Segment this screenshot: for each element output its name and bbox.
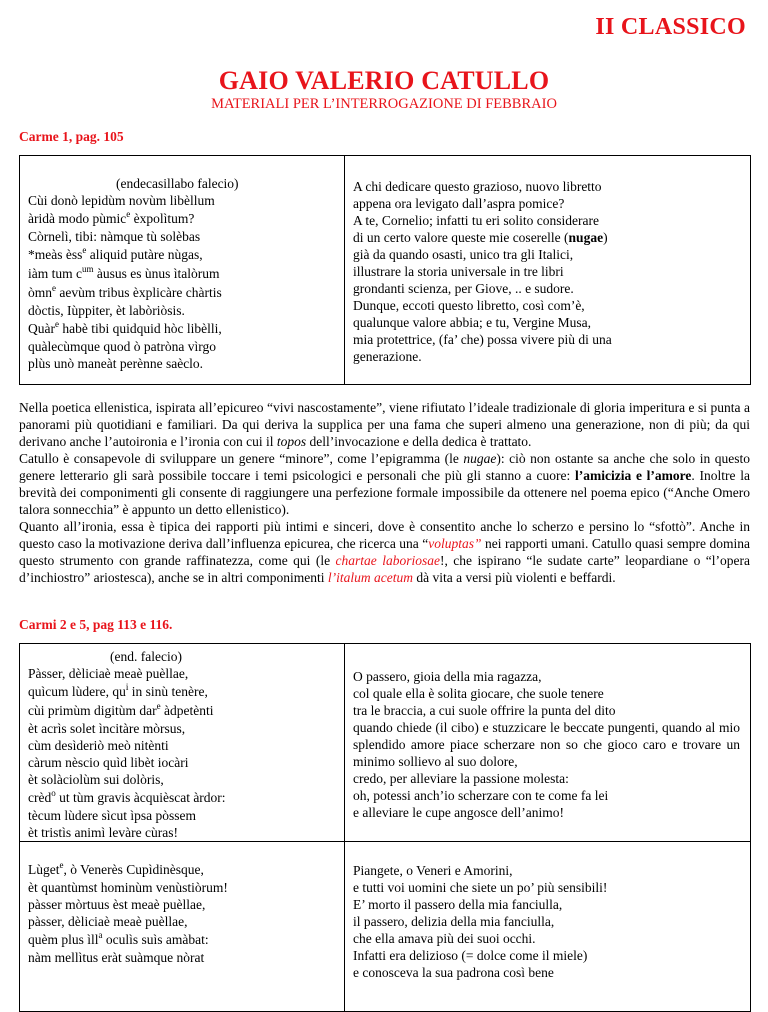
latin-verse: crèd$^o$ ut tùm gravis àcquièscat àrdor: [28, 787, 226, 805]
carme-2-latin-cell [20, 644, 345, 842]
latin-verse: èt acrìs solet ìncitàre mòrsus, [28, 721, 186, 736]
latin-verse: Quàr$^e$ habè tibi quidquid hòc libèlli, [28, 318, 222, 336]
italian-line: e tutti voi uomini che siete un po’ più sensibili! [353, 880, 608, 895]
latin-verse: Pàsser, dèliciaè meaè puèllae, [28, 666, 189, 681]
latin-verse: quìcum lùdere, $qu^i$ in sinù tenère, [28, 681, 208, 699]
latin-verse: èt tristìs animì levàre cùras! [28, 825, 178, 840]
latin-verse: quàlecùmque quod ò patròna vìrgo [28, 339, 216, 354]
italian-line: quando chiede (il cibo) e stuzzicare le beccate pungenti, quando al mio splendido amore piace scherzare non so che gioco caro e trovare un minimo sollievo al suo dolore, [353, 720, 740, 769]
italian-line: Dunque, eccoti questo libretto, così com’è, [353, 298, 585, 313]
italian-line: già da quando osasti, unico tra gli Italici, [353, 247, 574, 262]
class-label: II CLASSICO [595, 14, 746, 40]
latin-verse: dòctis, Iùppiter, èt labòriòsis. [28, 303, 185, 318]
section-heading-carme-1: Carme 1, pag. 105 [19, 129, 124, 144]
latin-verse: òmn$^e$ aevùm tribus èxplicàre chàrtis [28, 282, 222, 300]
carme-1-latin-cell [20, 156, 345, 385]
latin-verse: èt solàciolùm sui dolòris, [28, 772, 164, 787]
latin-verse: iàm tum $c^{um}$ àusus es ùnus ìtalòrum [28, 263, 220, 281]
italian-line: A chi dedicare questo grazioso, nuovo libretto [353, 179, 602, 194]
italian-line: A te, Cornelio; infatti tu eri solito considerare [353, 213, 599, 228]
latin-verse: càrum nèscio quìd libèt iocàri [28, 755, 189, 770]
latin-meter: (end. falecio) [110, 649, 182, 664]
italian-line: Infatti era delizioso (= dolce come il miele) [353, 948, 588, 963]
italian-line: appena ora levigato dall’aspra pomice? [353, 196, 565, 211]
latin-verse: àridà modo pùmic$^e$ èxpolìtum? [28, 208, 195, 226]
latin-verse: plùs unò maneàt perènne saèclo. [28, 356, 204, 371]
italian-line: e conosceva la sua padrona così bene [353, 965, 554, 980]
italian-line: e alleviare le cupe angosce dell’animo! [353, 805, 565, 820]
carmi-2-5-table [19, 643, 751, 1012]
page-subtitle: MATERIALI PER L’INTERROGAZIONE DI FEBBRAIO [211, 96, 557, 112]
carme-5-italian-cell [345, 842, 751, 1012]
latin-verse: cùi primùm digitùm dar$^e$ àdpetènti [28, 700, 214, 718]
latin-verse: Còrnelì, tibi: nàmque tù solèbas [28, 229, 201, 244]
page-title: GAIO VALERIO CATULLO [218, 66, 550, 95]
italian-line: col quale ella è solita giocare, che suole tenere [353, 686, 604, 701]
carme-2-italian-cell [345, 644, 751, 842]
italian-line: illustrare la storia universale in tre libri [353, 264, 564, 279]
italian-line: Piangete, o Veneri e Amorini, [353, 863, 513, 878]
italian-line: il passero, delizia della mia fanciulla, [353, 914, 555, 929]
latin-verse: èt quantùmst hominùm venùstiòrum! [28, 880, 228, 895]
italian-line: che ella amava più dei suoi occhi. [353, 931, 536, 946]
carme-1-italian-cell [345, 156, 751, 385]
commentary [19, 399, 750, 586]
latin-verse: *meàs èss$^e$ aliquid putàre nùgas, [28, 244, 203, 262]
latin-verse: pàsser mòrtuus èst meaè puèllae, [28, 897, 206, 912]
latin-verse: Cùi donò lepidùm novùm libèllum [28, 193, 215, 208]
latin-verse: Lùget$^e$, ò Venerès Cupìdinèsque, [28, 859, 204, 877]
italian-line: qualunque valore abbia; e tu, Vergine Musa, [353, 315, 591, 330]
latin-verse: tècum lùdere sìcut ìpsa pòssem [28, 808, 196, 823]
italian-line: tra le braccia, a cui suole offrire la punta del dito [353, 703, 616, 718]
commentary-paragraph: Nella poetica ellenistica, ispirata all’epicureo “vivi nascostamente”, viene rifiutato l’ideale tradizionale di gloria imperitura e si punta a panorami più quotidiani e familiari. Da qui deriva la supplica per una fama che superi almeno una generazione, non di più; da qui derivano anche l’autoironia e l’ironia con cui il topos dell’invocazione e della dedica è trattato. [19, 400, 750, 449]
italian-line: oh, potessi anch’io scherzare con te come fa lei [353, 788, 609, 803]
italian-line: mia protettrice, (fa’ che) possa vivere più di una [353, 332, 612, 347]
latin-verse: cùm desìderiò meò nitènti [28, 738, 169, 753]
italian-line: credo, per alleviare la passione molesta: [353, 771, 569, 786]
italian-line: generazione. [353, 349, 422, 364]
italian-line: E’ morto il passero della mia fanciulla, [353, 897, 563, 912]
commentary-paragraph: Catullo è consapevole di sviluppare un genere “minore”, come l’epigramma (le nugae): ciò non ostante sa anche che solo in questo genere letterario gli sarà possibile toccare i temi psicologici e personali che più gli stanno a cuore: l’amicizia e l’amore. Inoltre la brevità dei componimenti gli consente di raggiungere una perfezione formale impossibile da ottenere nel poema epico (“Anche Omero talora sonnecchia” è appunto un detto ellenistico). [19, 451, 751, 517]
latin-verse: quèm plus ìll$^a$ oculìs suìs amàbat: [28, 929, 209, 947]
latin-meter: (endecasillabo falecio) [116, 176, 239, 191]
italian-line: O passero, gioia della mia ragazza, [353, 669, 542, 684]
section-heading-carmi-2-5: Carmi 2 e 5, pag 113 e 116. [19, 617, 173, 632]
latin-verse: nàm mellìtus eràt suàmque nòrat [28, 950, 205, 965]
italian-line: di un certo valore queste mie coserelle (nugae) [353, 230, 608, 245]
latin-verse: pàsser, dèliciaè meaè puèllae, [28, 914, 188, 929]
carme-1-table [19, 155, 751, 385]
carme-5-latin-cell [20, 842, 345, 1012]
commentary-paragraph: Quanto all’ironia, essa è tipica dei rapporti più intimi e sinceri, dove è consentito anche lo scherzo e persino lo “sfottò”. Anche in questo caso la motivazione deriva dall’influenza epicurea, che ricerca una “voluptas” nei rapporti umani. Catullo quasi sempre domina questo strumento con grande raffinatezza, come qui (le chartae laboriosae!, che ispirano “le sudate carte” leopardiane o “l’opera d’inchiostro” ariostesca), anche se in altri componimenti l’italum acetum dà vita a versi più violenti e beffardi. [19, 519, 750, 585]
italian-line: grondanti scienza, per Giove, .. e sudore. [353, 281, 574, 296]
